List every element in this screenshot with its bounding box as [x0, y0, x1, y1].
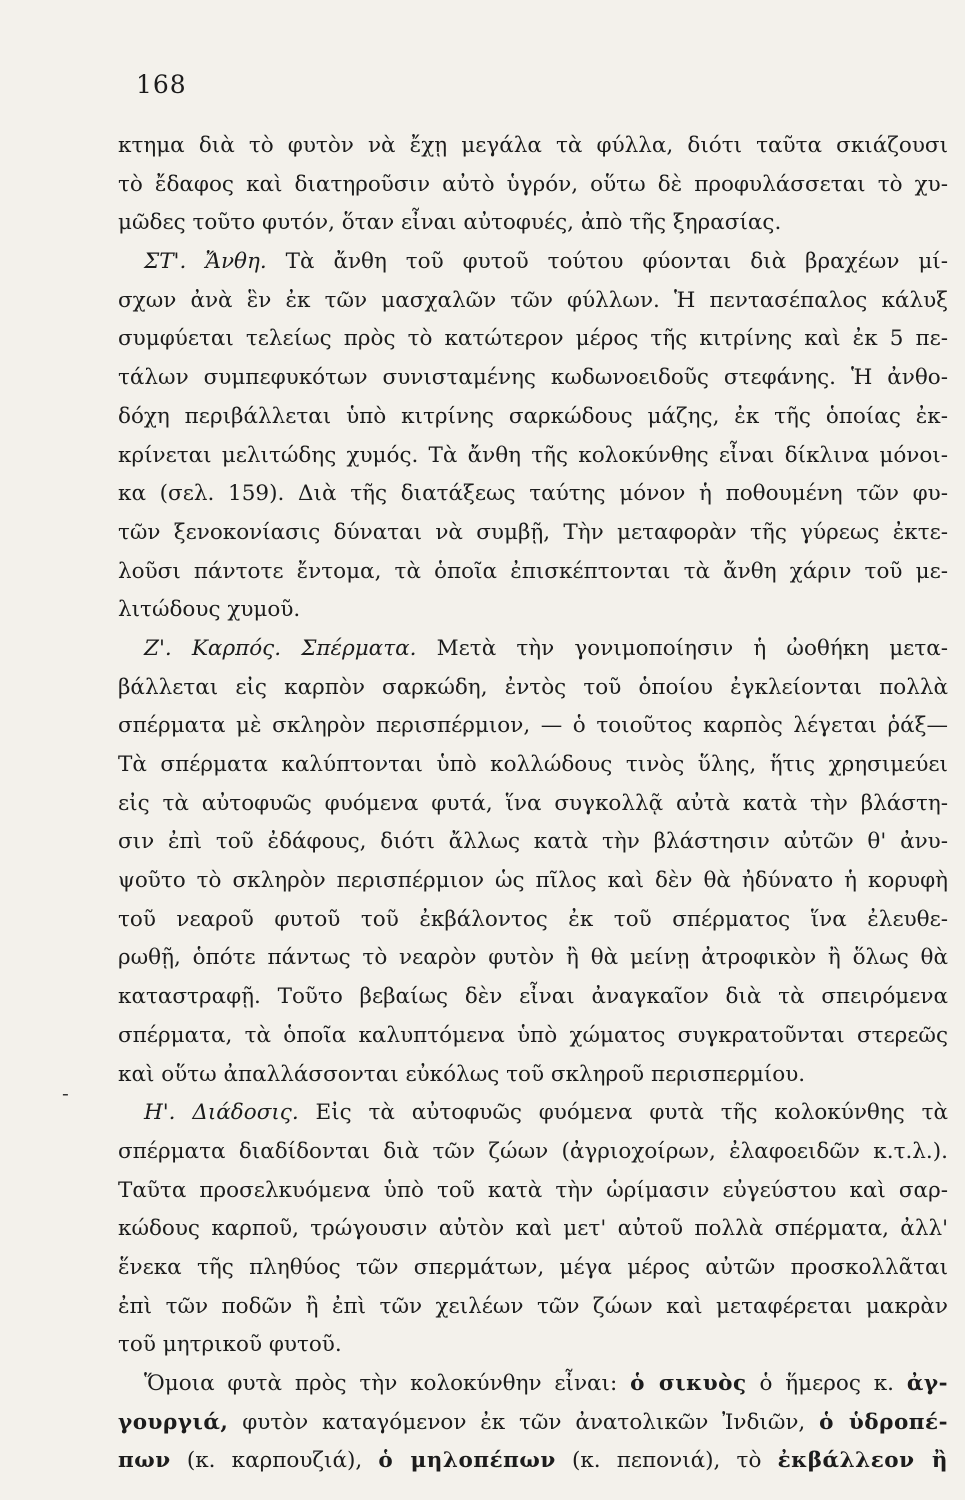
text-line	[118, 1288, 948, 1327]
text-segment: Τὰ ἄνθη τοῦ φυτοῦ τούτου φύονται διὰ βραχέων μί-	[266, 249, 948, 275]
text-line	[118, 398, 948, 437]
text-line	[118, 669, 948, 708]
text-line	[118, 823, 948, 862]
text-segment: κα (σελ. 159). Διὰ τῆς διατάξεως ταύτης μόνον ἡ ποθουμένη τῶν φυ-	[118, 481, 948, 507]
text-line	[118, 127, 948, 166]
text-line	[118, 939, 948, 978]
text-line	[118, 901, 948, 940]
text-line	[118, 1172, 948, 1211]
text-segment: (κ. πεπονιά), τὸ	[555, 1448, 778, 1474]
plant-name: πων	[118, 1448, 171, 1474]
text-segment: Μετὰ τὴν γονιμοποίησιν ἡ ὠοθήκη μετα-	[416, 635, 948, 661]
text-segment: τάλων συμπεφυκότων συνισταμένης κωδωνοειδοῦς στεφάνης. Ἡ ἀνθο-	[118, 365, 948, 391]
text-line	[118, 359, 948, 398]
plant-name: ὁ μηλοπέπων	[378, 1448, 556, 1474]
text-line	[118, 630, 948, 669]
text-segment: κτημα διὰ τὸ φυτὸν νὰ ἔχῃ μεγάλα τὰ φύλλα, διότι ταῦτα σκιάζουσι	[118, 133, 948, 158]
text-line	[118, 862, 948, 901]
text-segment: σπέρματα διαδίδονται διὰ τῶν ζώων (ἀγριοχοίρων, ἐλαφοειδῶν κ.τ.λ.).	[118, 1138, 948, 1164]
text-segment: σχων ἀνὰ ἓν ἐκ τῶν μασχαλῶν τῶν φύλλων. Ἡ πεντασέπαλος κάλυξ	[118, 287, 948, 313]
text-line	[118, 1056, 948, 1095]
text-segment: Ὅμοια φυτὰ πρὸς τὴν κολοκύνθην εἶναι:	[144, 1371, 631, 1396]
text-segment: τοῦ μητρικοῦ φυτοῦ.	[118, 1332, 342, 1358]
page-number: 168	[136, 70, 187, 99]
text-line	[118, 1133, 948, 1172]
text-segment: κώδους καρποῦ, τρώγουσιν αὐτὸν καὶ μετ' αὐτοῦ πολλὰ σπέρματα, ἀλλ'	[118, 1216, 948, 1242]
text-line	[118, 1210, 948, 1249]
text-line	[118, 1326, 948, 1365]
plant-name: ἀγ-	[906, 1371, 948, 1396]
plant-name: ὁ σικυὸς	[630, 1371, 747, 1396]
text-line	[118, 591, 948, 630]
text-segment: ψοῦτο τὸ σκληρὸν περισπέρμιον ὡς πῖλος καὶ δὲν θὰ ἠδύνατο ἡ κορυφὴ	[118, 868, 948, 894]
text-segment: Ταῦτα προσελκυόμενα ὑπὸ τοῦ κατὰ τὴν ὡρίμασιν εὐγεύστου καὶ σαρ-	[118, 1177, 948, 1203]
text-segment: σιν ἐπὶ τοῦ ἐδάφους, διότι ἄλλως κατὰ τὴν βλάστησιν αὐτῶν θ' ἀνυ-	[118, 829, 948, 855]
text-line	[118, 282, 948, 321]
text-line	[118, 320, 948, 359]
text-line	[118, 243, 948, 282]
text-segment: εἰς τὰ αὐτοφυῶς φυόμενα φυτά, ἵνα συγκολλᾷ αὐτὰ κατὰ τὴν βλάστη-	[118, 790, 948, 816]
text-segment: βάλλεται εἰς καρπὸν σαρκώδη, ἐντὸς τοῦ ὁποίου ἐγκλείονται πολλὰ	[118, 674, 948, 700]
text-segment: τὸ ἔδαφος καὶ διατηροῦσιν αὐτὸ ὑγρόν, οὕτω δὲ προφυλάσσεται τὸ χυ-	[118, 171, 948, 197]
text-line	[118, 166, 948, 205]
text-line	[118, 1249, 948, 1288]
text-segment: τοῦ νεαροῦ φυτοῦ τοῦ ἐκβάλοντος ἐκ τοῦ σπέρματος ἵνα ἐλευθε-	[118, 906, 948, 932]
margin-mark: -	[62, 1081, 69, 1105]
text-line	[118, 553, 948, 592]
text-segment: κρίνεται μελιτώδης χυμός. Τὰ ἄνθη τῆς κολοκύνθης εἶναι δίκλινα μόνοι-	[118, 442, 948, 468]
text-line	[118, 1017, 948, 1056]
text-segment: ἕνεκα τῆς πληθύος τῶν σπερμάτων, μέγα μέρος αὐτῶν προσκολλᾶται	[118, 1254, 948, 1280]
text-segment: φυτὸν καταγόμενον ἐκ τῶν ἀνατολικῶν Ἰνδιῶν,	[228, 1409, 820, 1435]
text-line	[118, 475, 948, 514]
text-segment: ρωθῇ, ὁπότε πάντως τὸ νεαρὸν φυτὸν ἢ θὰ μείνῃ ἀτροφικὸν ἢ ὅλως θὰ	[118, 945, 948, 971]
text-segment: μῶδες τοῦτο φυτόν, ὅταν εἶναι αὐτοφυές, ἀπὸ τῆς ξηρασίας.	[118, 210, 782, 236]
section-heading: ΣΤ'. Ἄνθη.	[144, 249, 267, 275]
text-segment: λιτώδους χυμοῦ.	[118, 597, 301, 623]
text-segment: σπέρματα μὲ σκληρὸν περισπέρμιον, — ὁ τοιοῦτος καρπὸς λέγεται ῥάξ—	[118, 713, 948, 739]
section-heading: Ζ'. Καρπός. Σπέρματα.	[144, 635, 417, 661]
section-heading: Η'. Διάδοσις.	[144, 1100, 299, 1126]
text-segment: δόχη περιβάλλεται ὑπὸ κιτρίνης σαρκώδους μάζης, ἐκ τῆς ὁποίας ἐκ-	[118, 403, 948, 429]
text-line	[118, 746, 948, 785]
text-segment: τῶν ξενοκονίασις δύναται νὰ συμβῇ, Τὴν μεταφορὰν τῆς γύρεως ἐκτε-	[118, 519, 948, 545]
text-segment: ὁ ἥμερος κ.	[746, 1371, 907, 1396]
text-line	[118, 707, 948, 746]
text-segment: συμφύεται τελείως πρὸς τὸ κατώτερον μέρος τῆς κιτρίνης καὶ ἐκ 5 πε-	[118, 326, 948, 352]
text-segment: ἐπὶ τῶν ποδῶν ἢ ἐπὶ τῶν χειλέων τῶν ζώων καὶ μεταφέρεται μακρὰν	[118, 1293, 948, 1319]
text-segment: καταστραφῇ. Τοῦτο βεβαίως δὲν εἶναι ἀναγκαῖον διὰ τὰ σπειρόμενα	[118, 984, 948, 1010]
plant-name: ὁ ὑδροπέ-	[819, 1409, 948, 1435]
text-line	[118, 1442, 948, 1481]
plant-name: γουργιά,	[118, 1409, 229, 1435]
text-segment: Τὰ σπέρματα καλύπτονται ὑπὸ κολλώδους τινὸς ὕλης, ἥτις χρησιμεύει	[118, 752, 948, 777]
text-segment: καὶ οὕτω ἀπαλλάσσονται εὐκόλως τοῦ σκληροῦ περισπερμίου.	[118, 1061, 806, 1087]
text-line	[118, 514, 948, 553]
text-segment: λοῦσι πάντοτε ἔντομα, τὰ ὁποῖα ἐπισκέπτονται τὰ ἄνθη χάριν τοῦ με-	[118, 558, 948, 584]
text-line	[118, 437, 948, 476]
text-segment: (κ. καρπουζιά),	[170, 1448, 379, 1474]
body-text	[118, 127, 948, 1481]
text-segment: Εἰς τὰ αὐτοφυῶς φυόμενα φυτὰ τῆς κολοκύνθης τὰ	[298, 1100, 948, 1126]
plant-name: ἐκβάλλεον ἢ	[777, 1448, 948, 1474]
text-line	[118, 785, 948, 824]
text-line	[118, 1094, 948, 1133]
text-line	[118, 1404, 948, 1443]
text-line	[118, 204, 948, 243]
text-line	[118, 978, 948, 1017]
text-segment: σπέρματα, τὰ ὁποῖα καλυπτόμενα ὑπὸ χώματος συγκρατοῦνται στερεῶς	[118, 1022, 948, 1048]
text-line	[118, 1365, 948, 1404]
